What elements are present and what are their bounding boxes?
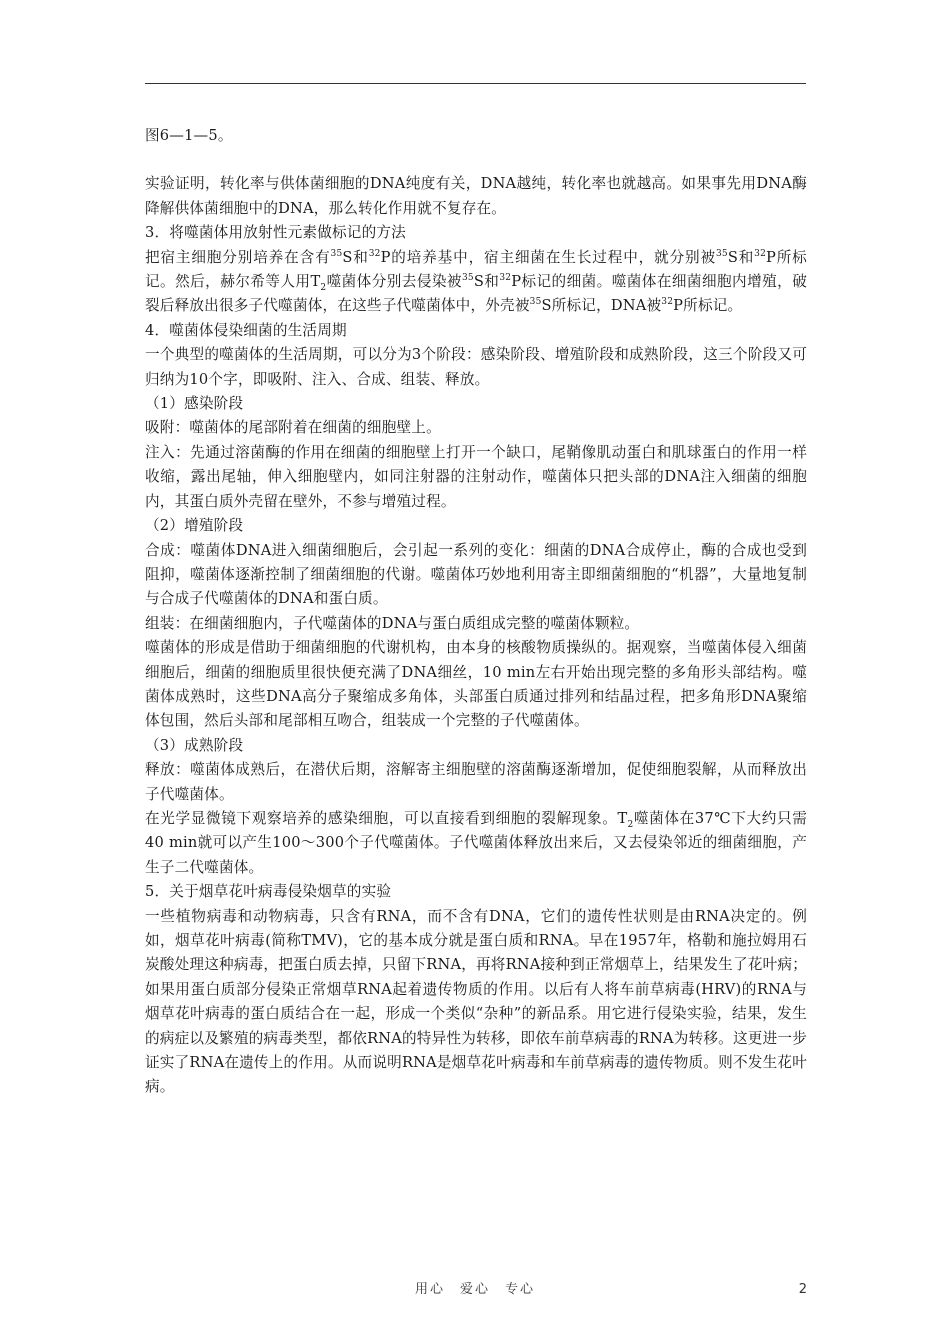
paragraph: 实验证明，转化率与供体菌细胞的DNA纯度有关，DNA越纯，转化率也就越高。如果事先用DNA酶降解供体菌细胞中的DNA，那么转化作用就不复存在。 (145, 175, 807, 217)
paragraph: 把宿主细胞分别培养在含有$^{35}$S和$^{32}$P的培养基中，宿主细菌在生长过程中，就分别被$^{35}$S和$^{32}$P所标记。然后，赫尔希等人用$T_2$噬菌体分别去侵染被$^{35}$S和$^{32}$P标记的细菌。噬菌体在细菌细胞内增殖，破裂后释放出很多子代噬菌体，在这些子代噬菌体中，外壳被$^{35}$S所标记，DNA被$^{32}$P所标记。 (145, 248, 807, 315)
page-number: 2 (798, 1282, 807, 1297)
paragraph: 图6—1—5。 (145, 127, 233, 144)
paragraph: 释放：噬菌体成熟后，在潜伏后期，溶解寄主细胞壁的溶菌酶逐渐增加，促使细胞裂解，从而释放出子代噬菌体。 (145, 761, 807, 803)
paragraph: 3．将噬菌体用放射性元素做标记的方法 (145, 224, 406, 242)
paragraph: 一些植物病毒和动物病毒，只含有RNA，而不含有DNA，它们的遗传性状则是由RNA决定的。例如，烟草花叶病毒(简称TMV)，它的基本成分就是蛋白质和RNA。早在1957年，格勒和施拉姆用石炭酸处理这种病毒，把蛋白质去掉，只留下RNA，再将RNA接种到正常烟草上，结果发生了花叶病；如果用蛋白质部分侵染正常烟草RNA起着遗传物质的作用。以后有人将车前草病毒(HRV)的RNA与烟草花叶病毒的蛋白质结合在一起，形成一个类似“杂种”的新品系。用它进行侵染实验，结果，发生的病症以及繁殖的病毒类型，都依RNA的特异性为转移，即依车前草病毒的RNA为转移。这更进一步证实了RNA在遗传上的作用。从而说明RNA是烟草花叶病毒和车前草病毒的遗传物质。则不发生花叶病。 (145, 907, 807, 1096)
paragraph: （2）增殖阶段 (145, 517, 244, 535)
paragraph: （3）成熟阶段 (145, 736, 244, 754)
paragraph: 噬菌体的形成是借助于细菌细胞的代谢机构，由本身的核酸物质操纵的。据观察，当噬菌体侵入细菌细胞后，细菌的细胞质里很快便充满了DNA细丝，10 min左右开始出现完整的多角形头部结构。噬菌体成熟时，这些DNA高分子聚缩成多角体，头部蛋白质通过排列和结晶过程，把多角形DNA聚缩体包围，然后头部和尾部相互吻合，组装成一个完整的子代噬菌体。 (145, 639, 807, 730)
header-rule (145, 83, 806, 84)
paragraph: 在光学显微镜下观察培养的感染细胞，可以直接看到细胞的裂解现象。$T_2$噬菌体在37℃下大约只需40 min就可以产生100～300个子代噬菌体。子代噬菌体释放出来后，又去侵染邻近的细菌细胞，产生子二代噬菌体。 (145, 809, 808, 876)
paragraph: （1）感染阶段 (145, 395, 244, 413)
paragraph: 注入：先通过溶菌酶的作用在细菌的细胞壁上打开一个缺口，尾鞘像肌动蛋白和肌球蛋白的作用一样收缩，露出尾轴，伸入细胞壁内，如同注射器的注射动作，噬菌体只把头部的DNA注入细菌的细胞内，其蛋白质外壳留在壁外，不参与增殖过程。 (145, 443, 807, 510)
document-body (145, 124, 807, 1100)
paragraph: 一个典型的噬菌体的生活周期，可以分为3个阶段：感染阶段、增殖阶段和成熟阶段，这三个阶段又可归纳为10个字，即吸附、注入、合成、组装、释放。 (145, 346, 807, 388)
footer-motto: 用心 爱心 专心 (414, 1282, 535, 1297)
paragraph-gap (145, 148, 807, 172)
paragraph: 组装：在细菌细胞内，子代噬菌体的DNA与蛋白质组成完整的噬菌体颗粒。 (145, 614, 640, 632)
paragraph: 合成：噬菌体DNA进入细菌细胞后，会引起一系列的变化：细菌的DNA合成停止，酶的合成也受到阻抑，噬菌体逐渐控制了细菌细胞的代谢。噬菌体巧妙地利用寄主即细菌细胞的“机器”，大量地复制与合成子代噬菌体的DNA和蛋白质。 (145, 541, 807, 608)
paragraph: 吸附：噬菌体的尾部附着在细菌的细胞壁上。 (145, 419, 441, 437)
paragraph: 4．噬菌体侵染细菌的生活周期 (145, 321, 347, 339)
paragraph: 5．关于烟草花叶病毒侵染烟草的实验 (145, 883, 392, 901)
